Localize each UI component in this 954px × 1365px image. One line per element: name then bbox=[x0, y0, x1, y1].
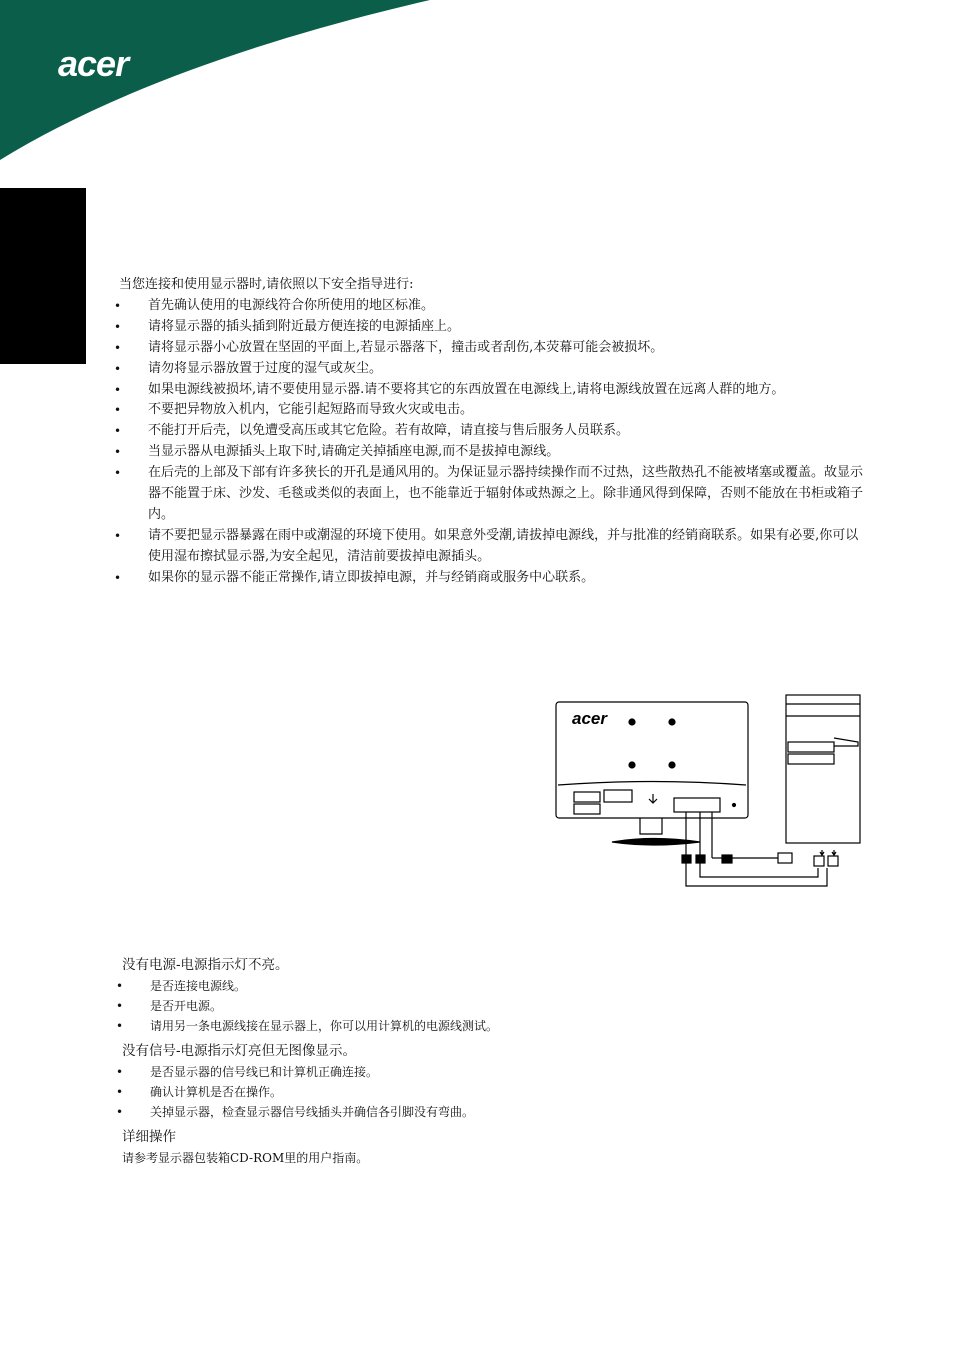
header-band bbox=[0, 0, 954, 180]
list-item: • 是否显示器的信号线已和计算机正确连接。 bbox=[122, 1062, 552, 1082]
pc-tower bbox=[786, 695, 860, 843]
language-side-tab bbox=[0, 188, 86, 364]
list-item: • 请将显示器小心放置在坚固的平面上,若显示器落下，撞击或者刮伤,本荧幕可能会被损坏。 bbox=[118, 338, 863, 359]
list-item: • 不能打开后壳，以免遭受高压或其它危险。若有故障，请直接与售后服务人员联系。 bbox=[118, 421, 863, 442]
no-power-heading: 没有电源-电源指示灯不亮。 bbox=[122, 957, 289, 973]
acer-logo: acer bbox=[58, 43, 129, 84]
list-item: • 不要把异物放入机内，它能引起短路而导致火灾或电击。 bbox=[118, 400, 863, 421]
details-text: 请参考显示器包装箱CD-ROM里的用户指南。 bbox=[122, 1151, 369, 1165]
safety-section bbox=[118, 275, 863, 589]
safety-list bbox=[118, 296, 863, 589]
connection-diagram bbox=[552, 690, 864, 890]
list-item: • 如果电源线被损坏,请不要使用显示器.请不要将其它的东西放置在电源线上,请将电源线放置在远离人群的地方。 bbox=[118, 380, 863, 401]
list-item: • 关掉显示器，检查显示器信号线插头并确信各引脚没有弯曲。 bbox=[122, 1102, 552, 1122]
no-signal-heading: 没有信号-电源指示灯亮但无图像显示。 bbox=[122, 1043, 357, 1059]
list-item: • 请用另一条电源线接在显示器上，你可以用计算机的电源线测试。 bbox=[122, 1016, 552, 1036]
list-item: • 在后壳的上部及下部有许多狭长的开孔是通风用的。为保证显示器持续操作而不过热，这些散热孔不能被堵塞或覆盖。故显示器不能置于床、沙发、毛毯或类似的表面上，也不能靠近于辐射体或热源之上。除非通风得到保障，否则不能放在书柜或箱子内。 bbox=[118, 463, 863, 526]
cables bbox=[682, 812, 838, 886]
list-item: • 请将显示器的插头插到附近最方便连接的电源插座上。 bbox=[118, 317, 863, 338]
troubleshooting-section bbox=[122, 955, 552, 1168]
list-item: • 首先确认使用的电源线符合你所使用的地区标准。 bbox=[118, 296, 863, 317]
no-signal-list bbox=[122, 1062, 552, 1122]
monitor-stand bbox=[612, 818, 700, 845]
list-item: • 确认计算机是否在操作。 bbox=[122, 1082, 552, 1102]
list-item: • 请勿将显示器放置于过度的湿气或灰尘。 bbox=[118, 359, 863, 380]
list-item: • 当显示器从电源插头上取下时,请确定关掉插座电源,而不是拔掉电源线。 bbox=[118, 442, 863, 463]
monitor-acer-logo: acer bbox=[572, 709, 607, 728]
list-item: • 是否开电源。 bbox=[122, 996, 552, 1016]
safety-intro: 当您连接和使用显示器时,请依照以下安全指导进行: bbox=[119, 277, 414, 292]
list-item: • 是否连接电源线。 bbox=[122, 976, 552, 996]
list-item: • 如果你的显示器不能正常操作,请立即拔掉电源，并与经销商或服务中心联系。 bbox=[118, 568, 863, 589]
list-item: • 请不要把显示器暴露在雨中或潮湿的环境下使用。如果意外受潮,请拔掉电源线，并与批准的经销商联系。如果有必要,你可以使用湿布擦拭显示器,为安全起见，清洁前要拔掉电源插头。 bbox=[118, 526, 863, 568]
no-power-list bbox=[122, 976, 552, 1036]
details-heading: 详细操作 bbox=[122, 1129, 176, 1145]
